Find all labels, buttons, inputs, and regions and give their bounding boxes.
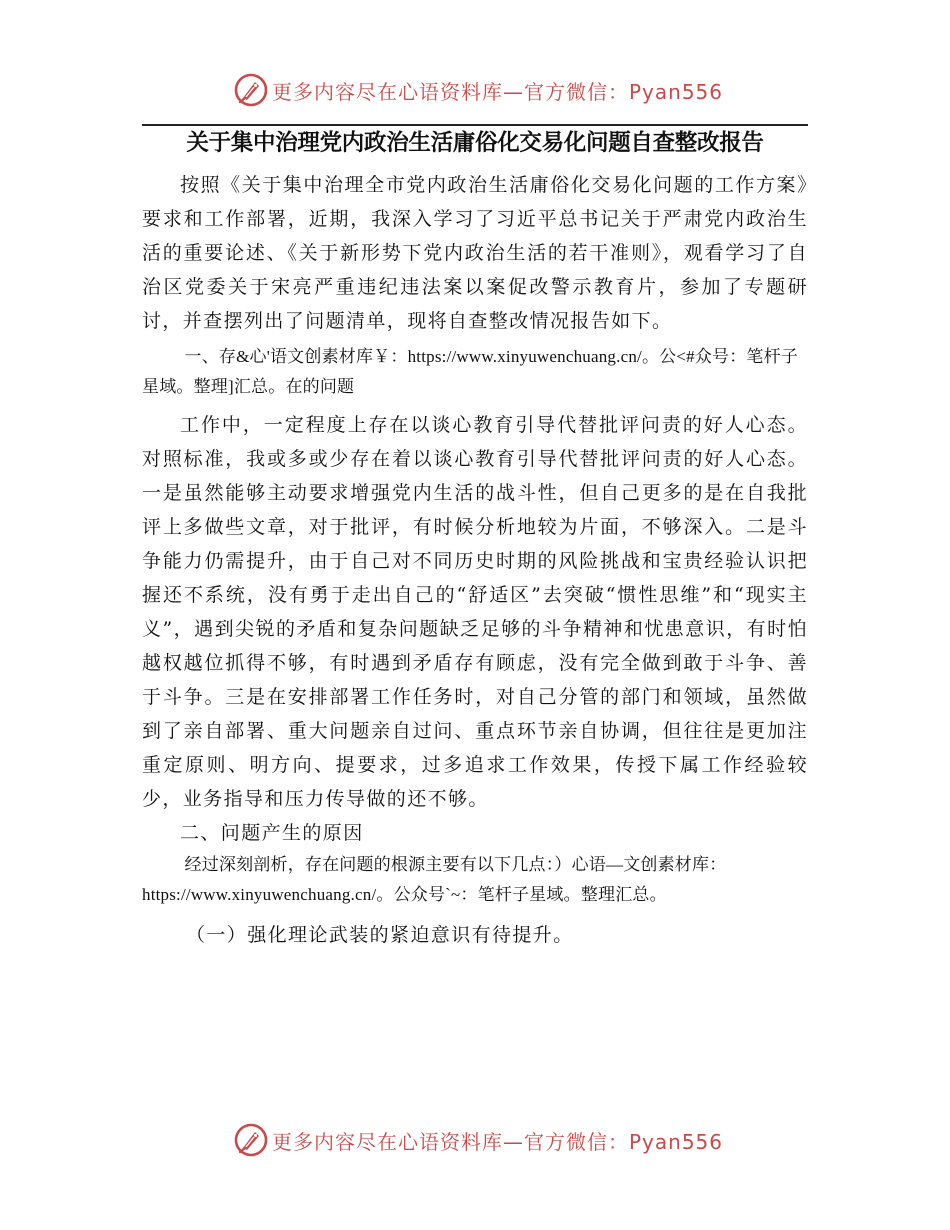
document-title: 关于集中治理党内政治生活庸俗化交易化问题自查整改报告 [186,130,764,156]
section-heading-2: 二、问题产生的原因 [180,822,364,844]
section-heading-1: 一、存&心'语文创素材库￥：https://www.xinyuwenchuang.cn/。公<#众号：笔杆子星域。整理]汇总。在的问题 [142,347,799,396]
subheading-1: （一）强化理论武装的紧迫意识有待提升。 [186,924,574,946]
header-rule [142,124,808,126]
pen-nib-logo-icon [234,73,268,107]
paragraph-causes: 经过深刻剖析，存在问题的根源主要有以下几点：）心语—文创素材库：https://www.xinyuwenchuang.cn/。公众号`~：笔杆子星域。整理汇总。 [142,855,727,904]
paragraph-problems: 工作中，一定程度上存在以谈心教育引导代替批评问责的好人心态。对照标准，我或多或少存在着以谈心教育引导代替批评问责的好人心态。一是虽然能够主动要求增强党内生活的战斗性，但自己更多的是在自我批评上多做些文章，对于批评，有时候分析地较为片面，不够深入。二是斗争能力仍需提升，由于自己对不同历史时期的风险挑战和宝贵经验认识把握还不系统，没有勇于走出自己的“舒适区”去突破“惯性思维”和“现实主义”，遇到尖锐的矛盾和复杂问题缺乏足够的斗争精神和忧患意识，有时怕越权越位抓得不够，有时遇到矛盾存有顾虑，没有完全做到敢于斗争、善于斗争。三是在安排部署工作任务时，对自己分管的部门和领域，虽然做到了亲自部署、重大问题亲自过问、重点环节亲自协调，但往往是更加注重定原则、明方向、提要求，过多追求工作效果，传授下属工作经验较少，业务指导和压力传导做的还不够。 [142,414,808,810]
pen-nib-logo-icon [234,1123,268,1157]
watermark-banner-bottom [234,1122,724,1158]
document-body [142,168,808,971]
watermark-text: 更多内容尽在心语资料库—官方微信：Pyan556 [272,79,724,104]
watermark-text: 更多内容尽在心语资料库—官方微信：Pyan556 [272,1129,724,1154]
watermark-banner-top [234,72,724,108]
paragraph-intro: 按照《关于集中治理全市党内政治生活庸俗化交易化问题的工作方案》要求和工作部署，近期，我深入学习了习近平总书记关于严肃党内政治生活的重要论述、《关于新形势下党内政治生活的若干准则》，观看学习了自治区党委关于宋亮严重违纪违法案以案促改警示教育片，参加了专题研讨，并查摆列出了问题清单，现将自查整改情况报告如下。 [142,174,808,332]
